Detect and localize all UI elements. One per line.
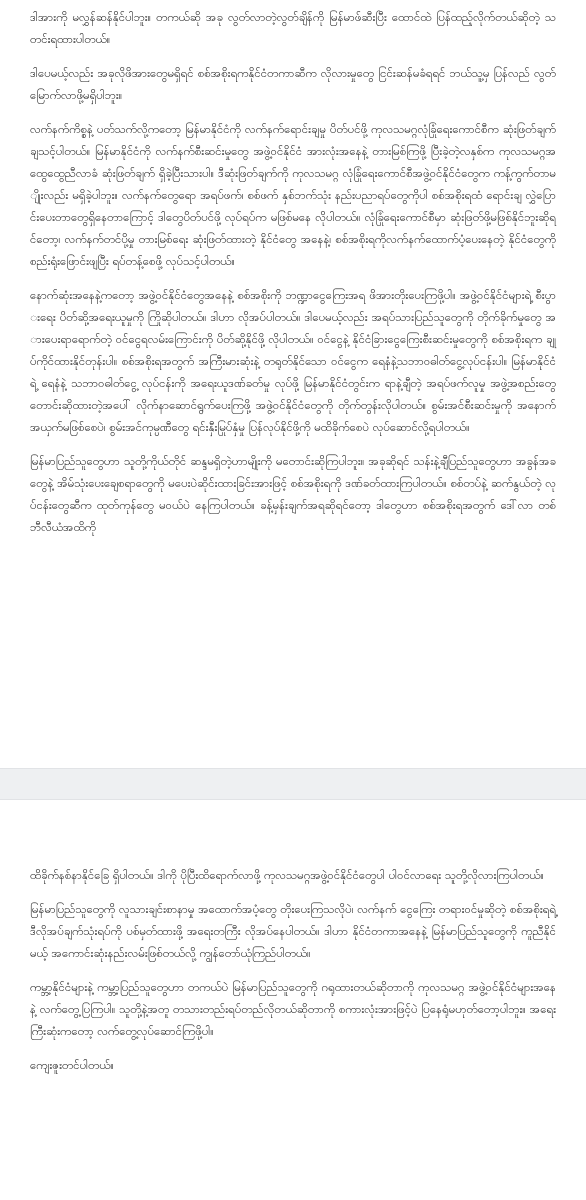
paragraph-call-to-action: ကမ္ဘာ့နိုင်ငံများနဲ့ ကမ္ဘာ့ပြည်သူတွေဟာ တကယ်ပဲ မြန်မာပြည်သူတွေကို ဂရုထားတယ်ဆိုတာကို ကုလသမဂ္ဂ အဖွဲ့ဝင်နိုင်ငံများအနေနဲ့ လက်တွေ့ပြကြပါ။ သူတို့နဲ့အတူ တသားတည်းရပ်တည်လိုတယ်ဆိုတာကို စကားလုံးအားဖြင့်ပဲ ပြနေရုံမဟုတ်တော့ပါဘူး။ အရေးကြီးဆုံးကတော့ လက်တွေ့လုပ်ဆောင်ကြဖို့ပါ။ — [30, 980, 556, 1038]
paragraph-public-boycott: မြန်မာပြည်သူတွေဟာ သူတို့ကိုယ်တိုင် ဆန္ဒမရှိတဲ့ဟာမျိုးကို မတောင်းဆိုကြပါဘူး။ အခုဆိုရင် သန်းနဲ့ချီပြည်သူတွေဟာ အခွန်အခတွေနဲ့ အိမ်သုံးပေးချေစရာတွေကို မပေးပဲဆိုင်းထားခြင်းအားဖြင့် စစ်အစိုးရကို ဒဏ်ခတ်ထားကြပါတယ်။ စစ်တပ်နဲ့ ဆက်နွယ်တဲ့ လုပ်ငန်းတွေဆီက ထုတ်ကုန်တွေ မဝယ်ပဲ နေကြပါတယ်။ ခန့်မှန်းချက်အရဆိုရင်တော့ ဒါတွေဟာ စစ်အစိုးရအတွက် ဒေါ်လာ တစ် ဘီလီယံအထိကို — [30, 454, 556, 534]
paragraph-humanitarian-support: မြန်မာပြည်သူတွေကို လူသားချင်းစာနာမှု အထောက်အပံ့တွေ တိုးပေးကြသလိုပဲ၊ လက်နက် ငွေကြေး တရားဝင်မှုဆိုတဲ့ စစ်အစိုးရရဲ့ ဒီလိုအပ်ချက်သုံးရပ်ကို ပစ်မှတ်ထားဖို့ အရေးတကြီး လိုအပ်နေပါတယ်။ ဒါဟာ နိုင်ငံတကာအနေနဲ့ မြန်မာပြည်သူတွေကို ကူညီနိုင်မယ့် အကောင်းဆုံးနည်းလမ်းဖြစ်တယ်လို့ ကျွန်တော်ယုံကြည်ပါတယ်။ — [30, 902, 556, 960]
paragraph-international-pressure: ဒါပေမယ့်လည်း အခုလိုဖိအားတွေမရှိရင် စစ်အစိုးရကနိုင်ငံတကာဆီက လိုလားမှုတွေ ငြင်းဆန်မခံရရင် ဘယ်သူ့မှ ပြန်လည် လွတ်မြောက်လာဖို့မရှိပါဘူး။ — [30, 66, 556, 102]
paragraph-financial-pressure: နောက်ဆုံးအနေနဲ့ကတော့ အဖွဲ့ဝင်နိုင်ငံတွေအနေနဲ့ စစ်အစိုးကို ဘဏ္ဍာငွေကြေးအရ ဖိအားတိုးပေးကြဖို့ပါ။ အဖွဲ့ဝင်နိုင်ငံများရဲ့ စီးပွားရေး ပိတ်ဆို့အရေးယူမှုကို ကြိုဆိုပါတယ်။ ဒါဟာ လိုအပ်ပါတယ်။ ဒါပေမယ့်လည်း အရပ်သားပြည်သူတွေကို တိုက်ခိုက်မှုတွေ အားပေးရာရောက်တဲ့ ဝင်ငွေရလမ်းကြောင်းကို ပိတ်ဆို့နိုင်ဖို့ လိုပါတယ်။ ဝင်ငွေနဲ့ နိုင်ငံခြားငွေကြေးစီးဆင်းမှုတွေကို စစ်အစိုးရက ချုပ်ကိုင်ထားနိုင်တုန်းပါ။ စစ်အစိုးရအတွက် အကြီးမားဆုံးနဲ့ တရုတ်နိုင်သော ဝင်ငွေက ရေနံနဲ့သဘာဝဓါတ်ငွေ့လုပ်ငန်းပါ။ မြန်မာနိုင်ငံရဲ့ ရေနံနဲ့ သဘာဝဓါတ်ငွေ့ လုပ်ငန်းကို အရေးယူဒဏ်ခတ်မှု လုပ်ဖို့ မြန်မာနိုင်ငံတွင်းက ရာနဲ့ချီတဲ့ အရပ်ဖက်လူမှု အဖွဲ့အစည်းတွေ တောင်းဆိုထားတဲ့အပေါ် လိုက်နာဆောင်ရွက်ပေးကြဖို့ အဖွဲ့ဝင်နိုင်ငံတွေကို တိုက်တွန်းလိုပါတယ်။ စွမ်းအင်စီးဆင်းမှုကို အနောက်အယှက်မဖြစ်စေပဲ၊ စွမ်းအင်ကုမ္ပဏီတွေ ရင်းနှီးမြုပ်နှံမှု ပြန်လုပ်နိုင်ဖို့ကို မထိခိုက်စေပဲ လုပ်ဆောင်လို့ရပါတယ်။ — [30, 288, 556, 434]
paragraph-release-detention: ဒါအားကို မလွှန်ဆန်နိုင်ပါဘူး။ တကယ်ဆို အခု လွတ်လာတဲ့လွတ်ချိန်ကို မြန်မာဖ်ဆီးပြီး ထောင်ထဲ ပြန်ထည့်လိုက်တယ်ဆိုတဲ့ သတင်းရထားပါတယ်။ — [30, 10, 556, 46]
paragraph-arms-embargo: လက်နက်ကိစ္စနဲ့ ပတ်သက်လို့ကတော့ မြန်မာနိုင်ငံကို လက်နက်ရောင်းချမှု ပိတ်ပင်ဖို့ ကုလသမဂ္ဂလုံခြုံရေးကောင်စီက ဆုံးဖြတ်ချက်ချသင့်ပါတယ်။ မြန်မာနိုင်ငံကို လက်နက်စီးဆင်းမှုတွေ အဖွဲ့ဝင်နိုင်ငံ အားလုံးအနေနဲ့ တားမြစ်ကြဖို့ ပြီးခဲ့တဲ့လနှစ်က ကုလသမဂ္ဂအထွေထွေညီလာခံ ဆုံးဖြတ်ချက် ရှိခဲ့ပြီးသားပါ။ ဒီဆုံးဖြတ်ချက်ကို ကုလသမဂ္ဂ လုံခြုံရေးကောင်စီအဖွဲ့ဝင်နိုင်ငံတွေက ကန့်ကွက်တာမျိုးလည်း မရှိခဲ့ပါဘူး။ လက်နက်တွေရော အရပ်ဖက်၊ စစ်ဖက် နှစ်ဘက်သုံး နည်းပညာရပ်တွေကိုပါ စစ်အစိုးရထံ ရောင်းချ လွှဲပြောင်းပေးတာတွေရှိနေတာကြောင့် ဒါတွေပိတ်ပင်ဖို့ လုပ်ရပ်က မဖြစ်မနေ လိုပါတယ်။ လုံခြုံရေးကောင်စီမှာ ဆုံးဖြတ်ဖို့မဖြစ်နိုင်ဘူးဆိုရင်တော့၊ လက်နက်တင်ပို့မှု တားမြစ်ရေး ဆုံးဖြတ်ထားတဲ့ နိုင်ငံတွေ အနေနဲ့၊ စစ်အစိုးရကိုလက်နက်ထောက်ပံ့ပေးနေတဲ့ နိုင်ငံတွေကို စည်းရုံးဖြောင်းဖျပြီး ရပ်တန့်စေဖို့ လုပ်သင့်ပါတယ်။ — [30, 122, 556, 268]
paragraph-continuation: ထိခိုက်နစ်နာနိုင်ခြေ ရှိပါတယ်။ ဒါကို ပိုပြီးထိရောက်လာဖို့ ကုလသမဂ္ဂအဖွဲ့ဝင်နိုင်ငံတွေပါ ပါဝင်လာရေး သူတို့လိုလားကြပါတယ်။ — [30, 868, 544, 882]
document-page-2 — [0, 800, 586, 1200]
paragraph-closing-thanks: ကျေးဇူးတင်ပါတယ်။ — [30, 1058, 114, 1072]
page-separator — [0, 768, 586, 800]
